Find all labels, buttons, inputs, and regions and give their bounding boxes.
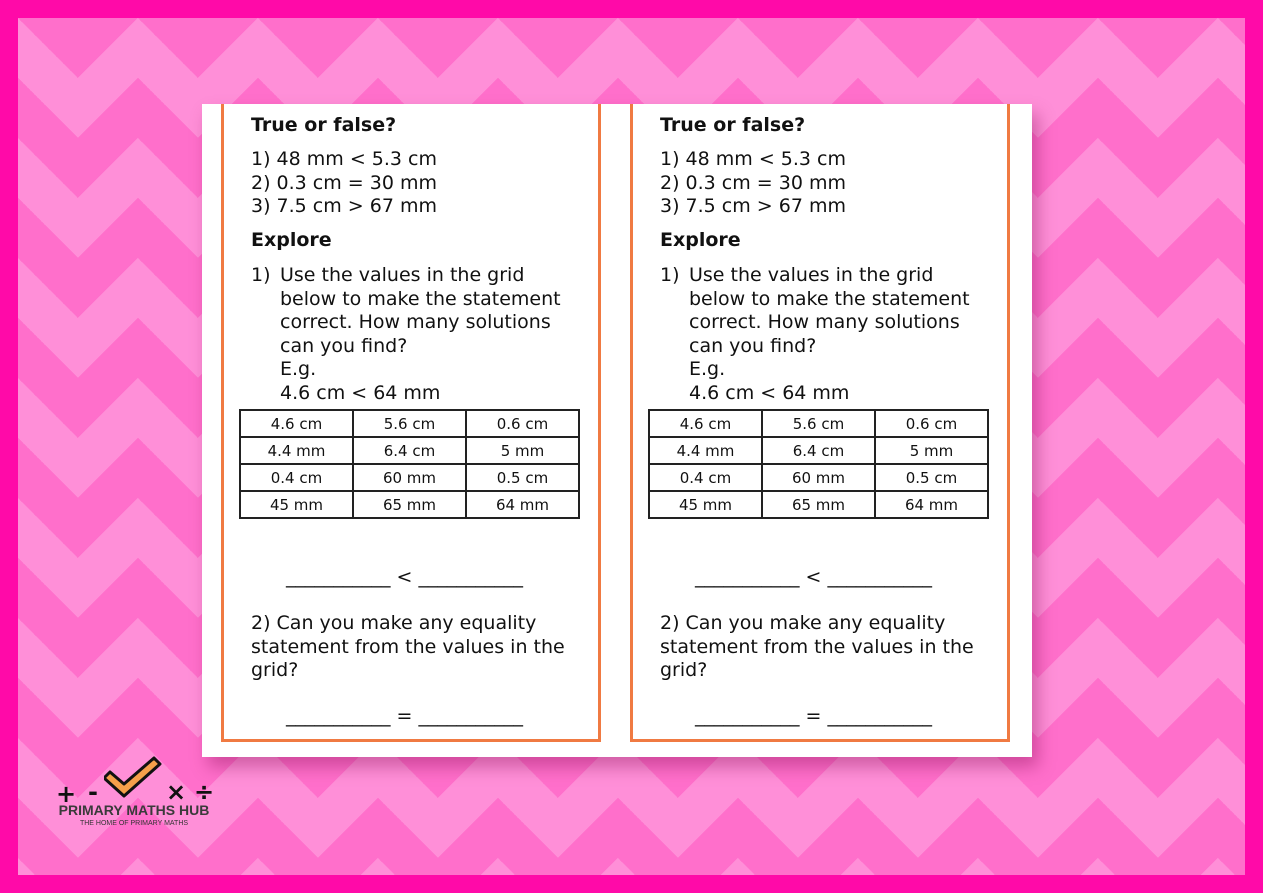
checkmark-icon (104, 754, 164, 798)
true-false-item: 2) 0.3 cm = 30 mm (660, 171, 846, 194)
true-false-item: 1) 48 mm < 5.3 cm (660, 148, 846, 170)
true-false-list (660, 148, 846, 219)
grid-cell: 5 mm (466, 437, 579, 464)
grid-cell: 64 mm (875, 491, 988, 518)
logo-name: PRIMARY MATHS HUB (58, 802, 210, 818)
grid-row (649, 437, 988, 464)
grid-row (649, 410, 988, 437)
grid-cell: 0.5 cm (466, 464, 579, 491)
explore-heading: Explore (251, 229, 332, 251)
explore-question-2 (660, 612, 1000, 683)
answer-blank-less-than: ___________ < ___________ (286, 566, 523, 588)
true-false-item: 2) 0.3 cm = 30 mm (251, 171, 437, 194)
answer-blank-equal: ___________ = ___________ (695, 705, 932, 727)
grid-cell: 65 mm (762, 491, 875, 518)
true-false-list (251, 148, 437, 219)
grid-cell: 60 mm (353, 464, 466, 491)
question-line: below to make the statement (689, 287, 970, 310)
true-false-item: 3) 7.5 cm > 67 mm (660, 195, 846, 217)
question-line: correct. How many solutions (280, 311, 551, 333)
explore-heading: Explore (660, 229, 741, 251)
grid-row (649, 491, 988, 518)
logo-tagline: THE HOME OF PRIMARY MATHS (79, 820, 189, 827)
primary-maths-hub-logo (44, 752, 224, 832)
true-false-heading: True or false? (660, 114, 806, 136)
worksheet-card-right (630, 104, 1010, 742)
grid-cell: 0.4 cm (649, 464, 762, 491)
grid-cell: 6.4 cm (353, 437, 466, 464)
question-line: 2) Can you make any equality (660, 612, 946, 634)
values-grid (648, 409, 989, 519)
question-line: below to make the statement (280, 287, 561, 310)
grid-cell: 0.5 cm (875, 464, 988, 491)
grid-cell: 0.6 cm (875, 410, 988, 437)
grid-row (649, 464, 988, 491)
grid-cell: 45 mm (649, 491, 762, 518)
grid-cell: 45 mm (240, 491, 353, 518)
question-number: 1) (251, 264, 271, 286)
worksheet-card-left (221, 104, 601, 742)
question-line: E.g. (280, 358, 317, 380)
true-false-heading: True or false? (251, 114, 397, 136)
question-line: statement from the values in the (660, 635, 974, 658)
grid-cell: 4.4 mm (649, 437, 762, 464)
question-line: 4.6 cm < 64 mm (689, 381, 850, 404)
grid-cell: 4.6 cm (649, 410, 762, 437)
answer-blank-equal: ___________ = ___________ (286, 705, 523, 727)
grid-cell: 6.4 cm (762, 437, 875, 464)
question-number: 1) (660, 264, 680, 286)
grid-cell: 5.6 cm (353, 410, 466, 437)
grid-cell: 4.6 cm (240, 410, 353, 437)
divide-icon: ÷ (194, 778, 215, 806)
multiply-icon: × (166, 778, 187, 806)
plus-icon: + (56, 780, 77, 808)
question-line: grid? (251, 659, 299, 681)
grid-cell: 4.4 mm (240, 437, 353, 464)
question-line: 2) Can you make any equality (251, 612, 537, 634)
answer-blank-less-than: ___________ < ___________ (695, 566, 932, 588)
grid-cell: 5.6 cm (762, 410, 875, 437)
grid-row (240, 491, 579, 518)
grid-cell: 60 mm (762, 464, 875, 491)
question-line: correct. How many solutions (689, 311, 960, 333)
grid-row (240, 410, 579, 437)
minus-icon: - (88, 778, 98, 806)
true-false-item: 1) 48 mm < 5.3 cm (251, 148, 437, 170)
grid-cell: 65 mm (353, 491, 466, 518)
grid-row (240, 437, 579, 464)
grid-row (240, 464, 579, 491)
explore-question-2 (251, 612, 591, 683)
question-line: statement from the values in the (251, 635, 565, 658)
grid-cell: 64 mm (466, 491, 579, 518)
question-line: can you find? (280, 334, 408, 357)
question-line: Use the values in the grid (689, 264, 934, 286)
grid-cell: 0.4 cm (240, 464, 353, 491)
question-line: grid? (660, 659, 708, 681)
grid-cell: 0.6 cm (466, 410, 579, 437)
question-line: Use the values in the grid (280, 264, 525, 286)
true-false-item: 3) 7.5 cm > 67 mm (251, 195, 437, 217)
grid-cell: 5 mm (875, 437, 988, 464)
question-line: can you find? (689, 334, 817, 357)
values-grid (239, 409, 580, 519)
question-line: 4.6 cm < 64 mm (280, 381, 441, 404)
question-line: E.g. (689, 358, 726, 380)
